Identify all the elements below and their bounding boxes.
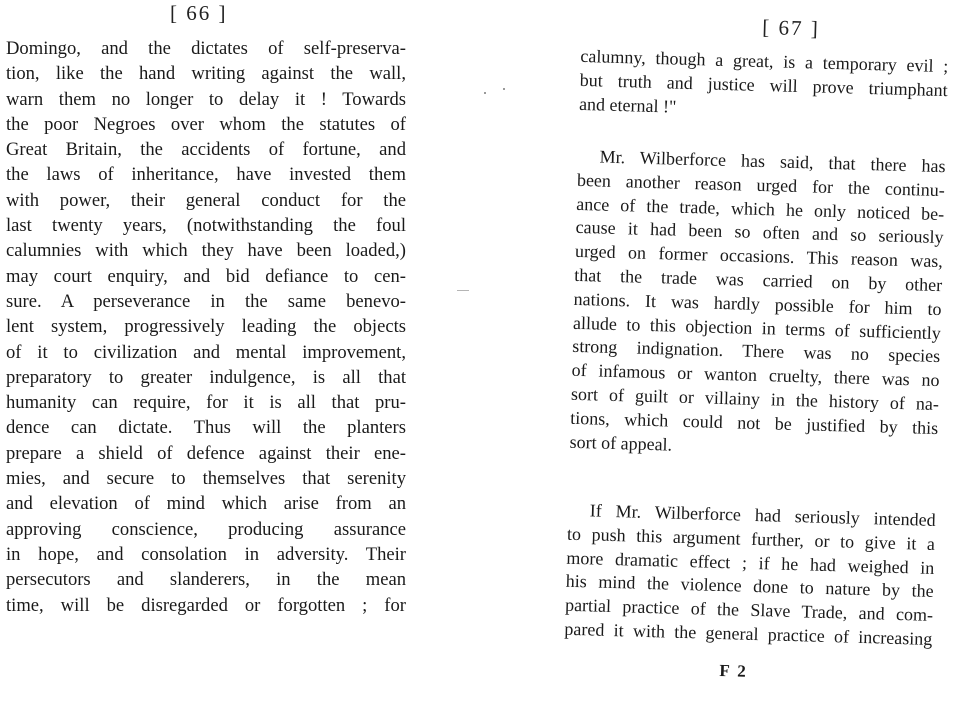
text-line: humanity can require, for it is all that pru- bbox=[6, 392, 406, 414]
text-line: strong indignation. There was no species bbox=[572, 336, 941, 367]
text-line: calumnies with which they have been loaded,) bbox=[6, 240, 406, 262]
right-page bbox=[529, 0, 980, 708]
text-line: of it to civilization and mental improvement, bbox=[6, 341, 406, 363]
print-speck bbox=[484, 92, 486, 94]
text-line: calumny, though a great, is a temporary evil ; bbox=[580, 45, 949, 77]
text-line: pared it with the general practice of increasing bbox=[564, 618, 933, 649]
text-line: Mr. Wilberforce has said, that there has bbox=[599, 146, 946, 177]
text-line: but truth and justice will prove triumphant bbox=[579, 69, 948, 100]
text-line: mies, and secure to themselves that serenity bbox=[6, 468, 406, 490]
signature-mark: F 2 bbox=[719, 661, 749, 681]
text-line: Great Britain, the accidents of fortune, and bbox=[6, 139, 406, 161]
text-line: partial practice of the Slave Trade, and com- bbox=[564, 594, 934, 626]
paragraph-continuation bbox=[579, 45, 949, 127]
text-line: If Mr. Wilberforce had seriously intended bbox=[589, 500, 936, 531]
text-line: prepare a shield of defence against their ene- bbox=[6, 442, 406, 464]
text-line: allude to this objection in terms of sufficiently bbox=[572, 312, 942, 343]
left-page bbox=[0, 0, 420, 696]
text-line: of infamous or wanton cruelty, there was no bbox=[571, 359, 940, 391]
text-line: last twenty years, (notwithstanding the foul bbox=[6, 215, 406, 237]
text-line: tions, which could not be justified by this bbox=[570, 407, 939, 438]
gutter-mark bbox=[457, 290, 469, 291]
text-line: been another reason urged for the continu- bbox=[576, 169, 946, 200]
text-line: urged on former occasions. This reason was, bbox=[574, 241, 944, 272]
text-line: the laws of inheritance, have invested them bbox=[6, 164, 406, 186]
text-line: persecutors and slanderers, in the mean bbox=[6, 569, 406, 591]
text-line: and eternal !" bbox=[578, 93, 677, 117]
text-line: with power, their general conduct for the bbox=[6, 189, 406, 211]
text-line: lent system, progressively leading the objects bbox=[6, 316, 406, 338]
text-line: that the trade was carried on by other bbox=[574, 264, 943, 296]
text-line: Domingo, and the dictates of self-preserva- bbox=[6, 38, 406, 59]
text-line: dence can dictate. Thus will the planters bbox=[6, 417, 406, 439]
text-line: nations. It was hardly possible for him to bbox=[573, 288, 942, 319]
text-line: sure. A perseverance in the same benevo- bbox=[6, 290, 406, 312]
text-line: preparatory to greater indulgence, is all that bbox=[6, 366, 406, 388]
page-number-right: [ 67 ] bbox=[761, 14, 821, 41]
text-line: and elevation of mind which arise from an bbox=[6, 493, 406, 515]
text-line: may court enquiry, and bid defiance to cen- bbox=[6, 265, 406, 287]
left-page-text bbox=[6, 36, 406, 618]
paragraph-wilberforce-argument bbox=[564, 499, 936, 652]
text-line: to push this argument further, or to give it a bbox=[566, 523, 936, 554]
text-line: ance of the trade, which he only noticed be- bbox=[576, 193, 945, 224]
text-line: sort of appeal. bbox=[569, 431, 673, 455]
text-line: approving conscience, producing assurance bbox=[6, 518, 406, 540]
text-line: warn them no longer to delay it ! Towards bbox=[6, 88, 406, 110]
text-line: time, will be disregarded or forgotten ; for bbox=[6, 594, 406, 616]
text-line: more dramatic effect ; if he had weighed in bbox=[566, 547, 935, 578]
paragraph-wilberforce-reason bbox=[569, 145, 945, 465]
text-line: in hope, and consolation in adversity. Their bbox=[6, 543, 406, 565]
page-number-left: [ 66 ] bbox=[170, 1, 228, 25]
text-line: cause it had been so often and so seriously bbox=[575, 217, 944, 248]
text-line: sort of guilt or villainy in the history of na- bbox=[570, 383, 940, 415]
text-line: the poor Negroes over whom the statutes of bbox=[6, 113, 406, 135]
print-speck bbox=[503, 88, 505, 90]
text-line: tion, like the hand writing against the wall, bbox=[6, 63, 406, 85]
text-line: his mind the violence done to nature by the bbox=[565, 571, 934, 602]
